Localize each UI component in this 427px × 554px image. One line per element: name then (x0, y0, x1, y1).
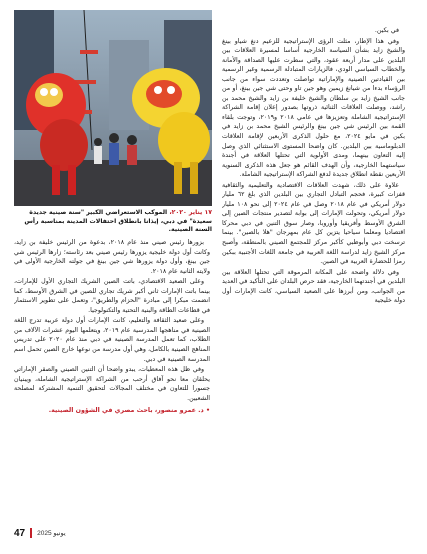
paragraph: وعلى صعيد الثقافة والتعليم، كانت الإمارات أول دولة عربية تدرج اللغة الصينية في مناهجها المدرسية عام ٢٠١٩، ويتعلمها اليوم عشرات الآلاف من الطلاب، كما تعمل المدرسة الصينية في دبي منذ عام ٢٠٢٠ على تدريس المناهج الصينية بالكامل، وهي أول مدرسة من نوعها خارج الصين تحمل اسم المدرسة الصينية في دبي. (14, 317, 210, 363)
paragraph: في بكين. (374, 27, 399, 34)
paragraph: وفي ظل هذه المعطيات، يبدو واضحا أن التنين الصيني والصقر الإماراتي يحلقان معا نحو آفاق أرحب من الشراكة الإستراتيجية الشاملة، ويبنيان جسورا للتعاون في مختلف المجالات لتحقيق التنمية المشتركة لمصلحة الشعبين. (14, 366, 210, 402)
paragraph: بزورها رئيس صيني منذ عام ٢٠١٨، بدعوة من الرئيس خليفة بن زايد، وكانت أول دولة خليجية يزورها رئيس صيني بعد رئاسته؛ زارها الرئيس شي جين بينغ، وأول دولة يزورها شي جين بينغ في جولته الخارجية الأولى في ولايته الثانية عام ٢٠١٨. (14, 239, 210, 275)
footer-divider (30, 528, 32, 538)
caption-text: الموكب الاستعراضي الكبير "سنة صينية جديدة سعيدة" في دبي، إيذانا بانطلاق احتفالات المدينة بمناسبة رأس السنة الصينية. (24, 209, 212, 234)
caption-date: ١٧ يناير ٢٠٢٠، (169, 209, 212, 216)
paragraph: وفي دلالة واضحة على المكانة المرموقة التي تحتلها العلاقة بين البلدين في أجندتهما الخارجية، فقد حرص البلدان على التأكيد في العديد من الجوانب، ومن أبرزها على الصعيد السياسي، كانت الإمارات أول دولة خليجية (222, 268, 405, 305)
paragraph: وفي هذا الإطار، مثلت الرؤى الإستراتيجية للزعيم دنغ شياو بينغ والشيخ زايد بشأن السياسة الخارجية أساسا لمسيرة العلاقات بين البلدين على مدار أربعة عقود، والتي سطرت عليها الصداقة والأمانة والخطاب السياسي الودي، فالزيارات المتبادلة الرسمية وغير الرسمية بين القيادتين الصينية والإماراتية تواصلت وتعددت سواء من جانب الرؤساء بدءا من شيانغ زيمين وهو جين تاو وحتى شي جين بينغ، أو من جانب الشيخ زايد بن سلطان والشيخ خليفة بن زايد والشيخ محمد بن راشد، ووصلت العلاقات الثنائية ذروتها بصدور إعلان إقامة الشراكة الإستراتيجية الشاملة وتعزيزها في عامي ٢٠١٨ و٢٠١٩، وتوجت بلقاء القمة بين الرئيس شي جين بينغ والرئيس الشيخ محمد بن زايد في بكين في مايو ٢٠٢٤، مع حلول الذكرى الأربعين لإقامة العلاقات الدبلوماسية بين البلدين. كان واضحا المستوى الاستثنائي الذي وصل إليه التعاون بينهما، ومدى الأولوية التي تحتلها العلاقة في أجندة سياستهما الخارجية، وأن الهدف القائم هو جعل هذه الذكرى السنوية الأربعين نقطة انطلاق جديدة لدفع الشراكة الإستراتيجية الشاملة. (222, 37, 405, 179)
page-footer (14, 526, 214, 540)
author-footnote: • د. عمرو منصور، باحث مصري في الشؤون الصينية. (48, 407, 210, 415)
article-column-right (222, 26, 405, 522)
paragraph: وعلى الصعيد الاقتصادي، باتت الصين الشريك التجاري الأول للإمارات، بينما باتت الإمارات ثاني أكبر شريك تجاري للصين في الشرق الأوسط، كما انضمت مبكرا إلى مبادرة "الحزام والطريق"، وتعمل على تطوير الاستثمار في قطاعات الطاقة والبنية التحتية والتكنولوجيا. (14, 278, 210, 314)
photo-caption (14, 209, 212, 235)
photo-illustration (14, 10, 212, 206)
article-column-left (14, 238, 210, 522)
lion-dance-photo (14, 10, 212, 206)
issue-date: يونيو 2025 (37, 530, 66, 537)
paragraph: علاوة على ذلك، شهدت العلاقات الاقتصادية والتعليمية والثقافية قفزات كبيرة، فحجم التبادل التجاري بين البلدين الذي بلغ ٦٢ مليار دولار أمريكي في عام ٢٠١٨ وصل في عام ٢٠٢٤ إلى نحو ١٠٨ مليار دولار أمريكي، وتحولت الإمارات إلى بوابة لتصدير منتجات الصين إلى الشرق الأوسط وأفريقيا وأوروبا، وصار سوق التنين في دبي محركا اقتصاديا ومعلما سياحيا يتزين كل عام بمهرجان "هلا بالصين". بينما ترسخت دبي وأبوظبي كأكبر مركز للمجتمع الصيني بالمنطقة، وأصبح مركز الشيخ زايد لدراسة اللغة العربية في جامعة اللغات الأجنبية ببكين رمزا للحضارة العربية في الصين. (222, 181, 405, 266)
page-number: 47 (14, 527, 26, 539)
